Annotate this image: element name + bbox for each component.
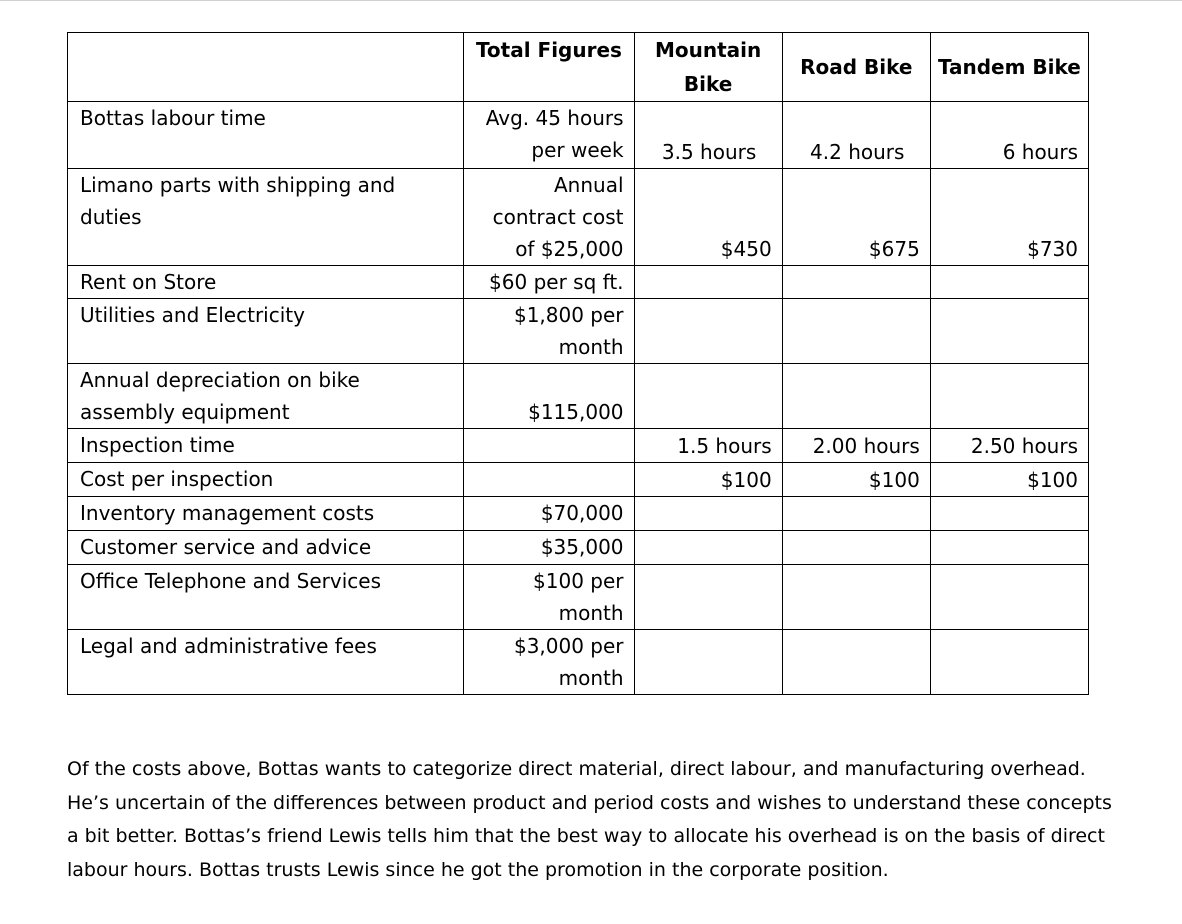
top-divider <box>0 0 1182 1</box>
header-cell-blank <box>68 33 464 102</box>
table-row <box>68 463 1089 497</box>
road-bike-value <box>782 364 930 429</box>
mountain-bike-value: 3.5 hours <box>634 102 782 169</box>
total-figure: $115,000 <box>464 364 634 429</box>
mountain-bike-value: $450 <box>634 169 782 266</box>
row-label: Bottas labour time <box>68 102 464 169</box>
header-mountain-bike: Mountain Bike <box>634 33 782 102</box>
row-label: Annual depreciation on bike assembly equipment <box>68 364 464 429</box>
road-bike-value <box>782 299 930 364</box>
row-label: Office Telephone and Services <box>68 565 464 630</box>
table-row <box>68 565 1089 630</box>
table-row <box>68 266 1089 299</box>
table-row <box>68 364 1089 429</box>
row-label: Rent on Store <box>68 266 464 299</box>
mountain-bike-value <box>634 266 782 299</box>
road-bike-value <box>782 497 930 531</box>
mountain-bike-value: $100 <box>634 463 782 497</box>
row-label: Cost per inspection <box>68 463 464 497</box>
case-paragraph: Of the costs above, Bottas wants to categorize direct material, direct labour, and manufacturing overhead. He’s uncertain of the differences between product and period costs and wishes to understand these concepts a bit better. Bottas’s friend Lewis tells him that the best way to allocate his overhead is on the basis of direct labour hours. Bottas trusts Lewis since he got the promotion in the corporate position. <box>67 758 1112 881</box>
road-bike-value: 4.2 hours <box>782 102 930 169</box>
mountain-bike-value <box>634 630 782 695</box>
row-label: Customer service and advice <box>68 531 464 565</box>
header-tandem-bike: Tandem Bike <box>930 33 1088 102</box>
mountain-bike-value <box>634 531 782 565</box>
tandem-bike-value <box>930 266 1088 299</box>
total-figure <box>464 463 634 497</box>
tandem-bike-value: 2.50 hours <box>930 429 1088 463</box>
table-row <box>68 429 1089 463</box>
total-figure: $70,000 <box>464 497 634 531</box>
total-figure: $3,000 per month <box>464 630 634 695</box>
tandem-bike-value <box>930 630 1088 695</box>
header-road-bike: Road Bike <box>782 33 930 102</box>
tandem-bike-value <box>930 364 1088 429</box>
tandem-bike-value <box>930 531 1088 565</box>
mountain-bike-value: 1.5 hours <box>634 429 782 463</box>
mountain-bike-value <box>634 497 782 531</box>
tandem-bike-value: 6 hours <box>930 102 1088 169</box>
table-row <box>68 299 1089 364</box>
total-figure: $35,000 <box>464 531 634 565</box>
road-bike-value <box>782 531 930 565</box>
cost-table <box>67 32 1089 695</box>
road-bike-value: $100 <box>782 463 930 497</box>
road-bike-value <box>782 266 930 299</box>
total-figure: Annual contract cost of $25,000 <box>464 169 634 266</box>
row-label: Limano parts with shipping and duties <box>68 169 464 266</box>
row-label: Utilities and Electricity <box>68 299 464 364</box>
road-bike-value: 2.00 hours <box>782 429 930 463</box>
table-row <box>68 630 1089 695</box>
mountain-bike-value <box>634 364 782 429</box>
table-row <box>68 497 1089 531</box>
tandem-bike-value <box>930 565 1088 630</box>
row-label: Inspection time <box>68 429 464 463</box>
total-figure <box>464 429 634 463</box>
mountain-bike-value <box>634 565 782 630</box>
total-figure: $100 per month <box>464 565 634 630</box>
tandem-bike-value <box>930 497 1088 531</box>
row-label: Inventory management costs <box>68 497 464 531</box>
total-figure: $1,800 per month <box>464 299 634 364</box>
tandem-bike-value: $730 <box>930 169 1088 266</box>
tandem-bike-value: $100 <box>930 463 1088 497</box>
road-bike-value: $675 <box>782 169 930 266</box>
header-total-figures: Total Figures <box>464 33 634 102</box>
mountain-bike-value <box>634 299 782 364</box>
table-header-row <box>68 33 1089 102</box>
road-bike-value <box>782 630 930 695</box>
total-figure: $60 per sq ft. <box>464 266 634 299</box>
total-figure: Avg. 45 hours per week <box>464 102 634 169</box>
table-row <box>68 531 1089 565</box>
table-row <box>68 169 1089 266</box>
road-bike-value <box>782 565 930 630</box>
row-label: Legal and administrative fees <box>68 630 464 695</box>
table-row <box>68 102 1089 169</box>
tandem-bike-value <box>930 299 1088 364</box>
